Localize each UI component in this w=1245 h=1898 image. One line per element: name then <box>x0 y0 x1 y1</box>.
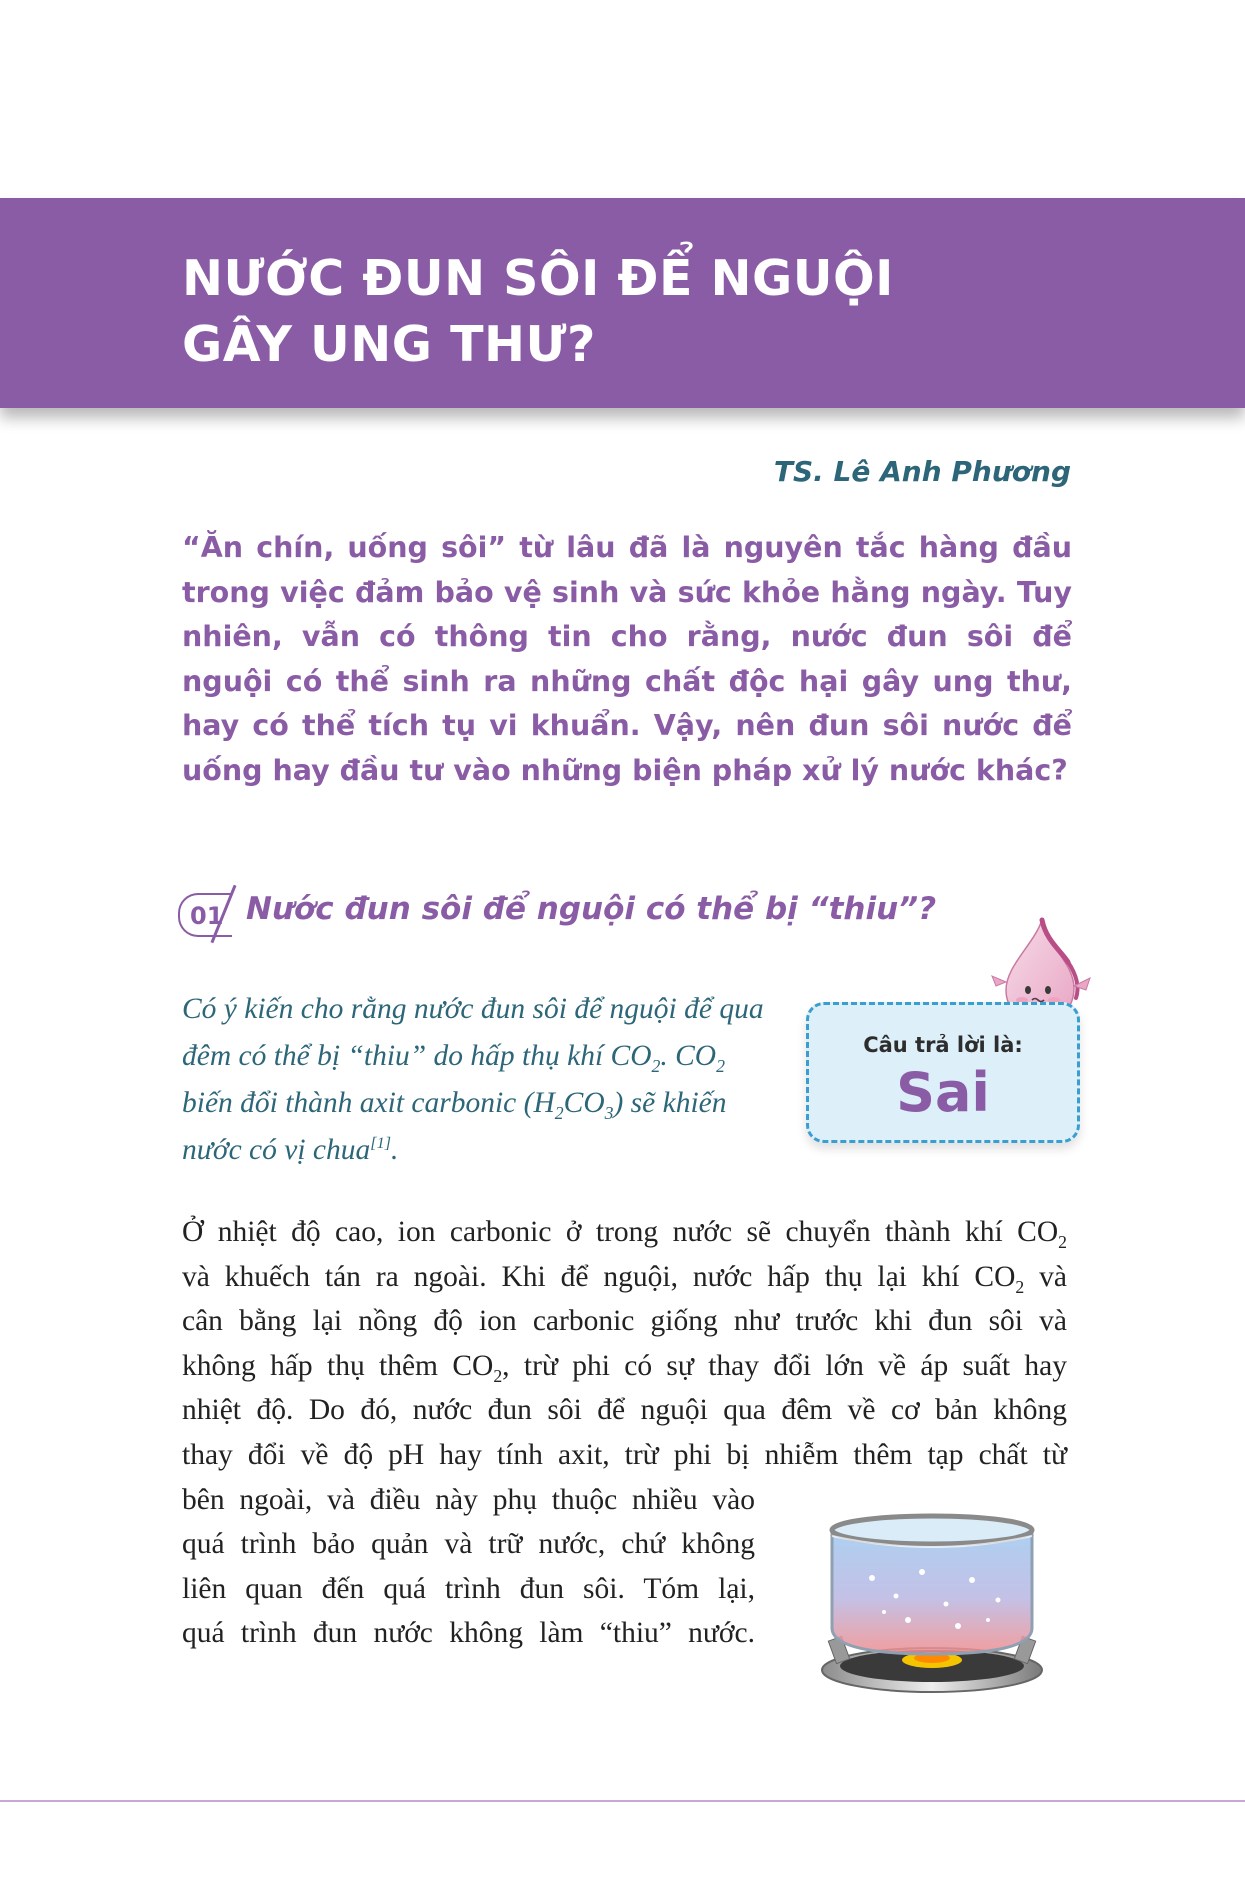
answer-label: Câu trả lời là: <box>863 1033 1023 1057</box>
claim-text <box>182 986 772 1174</box>
page-title-line-2: GÂY UNG THƯ? <box>182 316 596 373</box>
body-line-text: và khuếch tán ra ngoài. Khi để nguội, nước hấp thụ lại khí CO <box>182 1260 1016 1293</box>
intro-paragraph: “Ăn chín, uống sôi” từ lâu đã là nguyên tắc hàng đầu trong việc đảm bảo vệ sinh và sức khỏe hằng ngày. Tuy nhiên, vẫn có thông tin cho rằng, nước đun sôi để nguội có thể sinh ra những chất độc hại gây ung thư, hay có thể tích tụ vi khuẩn. Vậy, nên đun sôi nước để uống hay đầu tư vào những biện pháp xử lý nước khác? <box>182 531 1072 787</box>
body-subscript: 2 <box>493 1365 503 1386</box>
claim-part-4: CO <box>563 1087 605 1119</box>
body-subscript: 2 <box>1058 1231 1067 1252</box>
body-line: liên quan đến quá trình đun sôi. Tóm lại, <box>182 1572 755 1605</box>
title-banner <box>0 198 1245 408</box>
author-name: TS. Lê Anh Phương <box>773 455 1071 488</box>
claim-quote <box>182 986 772 1174</box>
page-title-line-1: NƯỚC ĐUN SÔI ĐỂ NGUỘI <box>182 250 894 307</box>
body-line: quá trình bảo quản và trữ nước, chứ không <box>182 1528 755 1561</box>
claim-subscript: 2 <box>651 1055 661 1076</box>
answer-value: Sai <box>896 1061 990 1124</box>
section-title: Nước đun sôi để nguội có thể bị “thiu”? <box>246 891 937 927</box>
claim-part-1: Có ý kiến cho rằng nước đun sôi để nguội để qua đêm có thể bị “thiu” do hấp thụ khí CO <box>182 993 764 1072</box>
page-title <box>182 246 894 378</box>
answer-box <box>806 1002 1080 1143</box>
body-line <box>182 1344 1067 1389</box>
body-subscript: 2 <box>1015 1276 1025 1297</box>
claim-subscript: 2 <box>554 1102 564 1123</box>
body-line <box>182 1210 1067 1255</box>
body-line: thay đổi về độ pH hay tính axit, trừ phi bị nhiễm thêm tạp chất từ <box>182 1438 1067 1471</box>
boiling-pot-on-stove-icon <box>812 1508 1052 1700</box>
claim-part-3: biến đổi thành axit carbonic (H <box>182 1087 555 1119</box>
claim-subscript: 3 <box>604 1102 614 1123</box>
section-heading <box>178 883 978 943</box>
claim-end: . <box>391 1134 399 1166</box>
body-line-text: Ở nhiệt độ cao, ion carbonic ở trong nước sẽ chuyển thành khí CO <box>182 1216 1059 1248</box>
body-line-text: và <box>1024 1260 1068 1293</box>
body-line-text: , trừ phi có sự thay đổi lớn về áp suất hay <box>502 1349 1067 1382</box>
body-line: nhiệt độ. Do đó, nước đun sôi để nguội qua đêm về cơ bản không <box>182 1394 1067 1427</box>
claim-part-5: ) sẽ khiến nước có vị chua <box>182 1087 727 1166</box>
claim-part-2: . CO <box>660 1040 717 1072</box>
footer-divider <box>0 1800 1245 1802</box>
body-line: quá trình đun nước không làm “thiu” nước. <box>182 1617 755 1650</box>
body-line: cân bằng lại nồng độ ion carbonic giống như trước khi đun sôi và <box>182 1305 1067 1338</box>
body-line <box>182 1255 1067 1300</box>
body-line: bên ngoài, và điều này phụ thuộc nhiều vào <box>182 1483 755 1516</box>
section-number: 01 <box>190 902 224 930</box>
body-line-text: không hấp thụ thêm CO <box>182 1349 494 1382</box>
claim-reference: [1] <box>370 1134 392 1153</box>
claim-subscript: 2 <box>716 1055 725 1076</box>
